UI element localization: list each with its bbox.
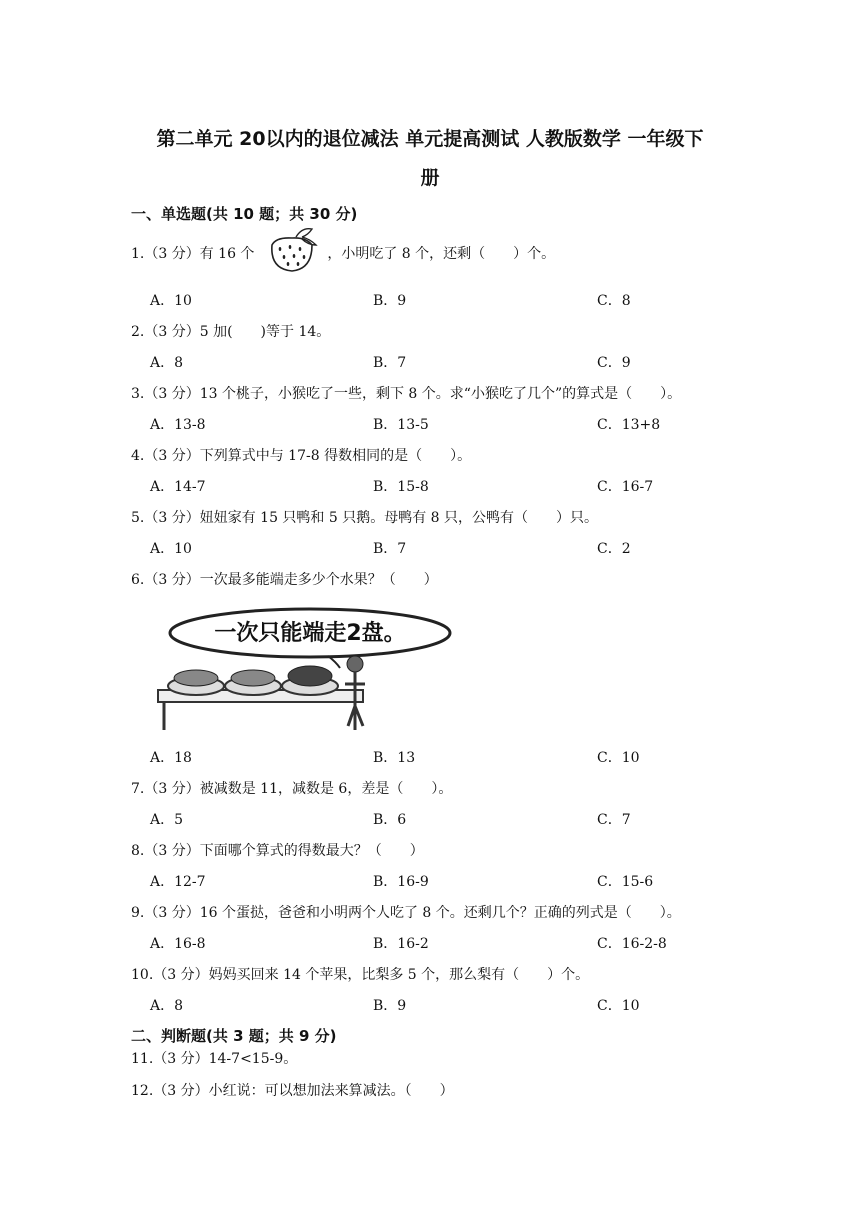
q3-option-c[interactable]: C．13+8 bbox=[597, 417, 661, 433]
q8-option-a[interactable]: A．12-7 bbox=[150, 874, 206, 890]
page-title-cont: 册 bbox=[420, 167, 440, 189]
q10-option-a[interactable]: A．8 bbox=[150, 998, 184, 1014]
question-1-text-a: 1.（3 分）有 16 个 bbox=[131, 246, 255, 262]
q8-option-c[interactable]: C．15-6 bbox=[597, 874, 654, 890]
q9-option-a[interactable]: A．16-8 bbox=[150, 936, 206, 952]
q7-option-a[interactable]: A．5 bbox=[150, 812, 184, 828]
fruit-plates-illustration bbox=[150, 606, 470, 736]
question-7: 7.（3 分）被减数是 11，减数是 6，差是（ ）。 bbox=[131, 781, 453, 797]
question-10: 10.（3 分）妈妈买回来 14 个苹果，比梨多 5 个，那么梨有（ ）个。 bbox=[131, 967, 590, 983]
section-heading-true-false: 二、判断题(共 3 题；共 9 分) bbox=[131, 1027, 337, 1045]
question-12: 12.（3 分）小红说：可以想加法来算减法。（ ） bbox=[131, 1083, 454, 1099]
section-heading-single-choice: 一、单选题(共 10 题；共 30 分) bbox=[131, 205, 358, 223]
question-4: 4.（3 分）下列算式中与 17-8 得数相同的是（ ）。 bbox=[131, 448, 472, 464]
question-2: 2.（3 分）5 加( )等于 14。 bbox=[131, 324, 331, 340]
q6-option-a[interactable]: A．18 bbox=[150, 750, 192, 766]
question-1-text-b: ，小明吃了 8 个，还剩（ ）个。 bbox=[327, 246, 556, 262]
q3-option-a[interactable]: A．13-8 bbox=[150, 417, 206, 433]
q9-option-b[interactable]: B．16-2 bbox=[373, 936, 429, 952]
q1-option-c[interactable]: C．8 bbox=[597, 293, 631, 309]
question-1 bbox=[131, 243, 555, 263]
question-5: 5.（3 分）妞妞家有 15 只鸭和 5 只鹅。母鸭有 8 只，公鸭有（ ）只。 bbox=[131, 510, 599, 526]
question-8: 8.（3 分）下面哪个算式的得数最大？（ ） bbox=[131, 843, 424, 859]
q7-option-b[interactable]: B．6 bbox=[373, 812, 407, 828]
q4-option-c[interactable]: C．16-7 bbox=[597, 479, 654, 495]
question-3: 3.（3 分）13 个桃子，小猴吃了一些，剩下 8 个。求“小猴吃了几个”的算式是（ ）。 bbox=[131, 386, 682, 402]
q4-option-a[interactable]: A．14-7 bbox=[150, 479, 206, 495]
q1-option-a[interactable]: A．10 bbox=[150, 293, 192, 309]
q9-option-c[interactable]: C．16-2-8 bbox=[597, 936, 667, 952]
q2-option-c[interactable]: C．9 bbox=[597, 355, 631, 371]
q10-option-b[interactable]: B．9 bbox=[373, 998, 407, 1014]
q6-option-b[interactable]: B．13 bbox=[373, 750, 416, 766]
question-6: 6.（3 分）一次最多能端走多少个水果？（ ） bbox=[131, 572, 438, 588]
question-9: 9.（3 分）16 个蛋挞，爸爸和小明两个人吃了 8 个。还剩几个？正确的列式是（ ）。 bbox=[131, 905, 681, 921]
q5-option-a[interactable]: A．10 bbox=[150, 541, 192, 557]
speech-bubble-text: 一次只能端走2盘。 bbox=[214, 621, 406, 646]
q5-option-b[interactable]: B．7 bbox=[373, 541, 407, 557]
q10-option-c[interactable]: C．10 bbox=[597, 998, 640, 1014]
q2-option-b[interactable]: B．7 bbox=[373, 355, 407, 371]
q4-option-b[interactable]: B．15-8 bbox=[373, 479, 429, 495]
page-title: 第二单元 20以内的退位减法 单元提高测试 人教版数学 一年级下 bbox=[156, 128, 704, 150]
q7-option-c[interactable]: C．7 bbox=[597, 812, 631, 828]
q2-option-a[interactable]: A．8 bbox=[150, 355, 184, 371]
strawberry-icon bbox=[266, 225, 318, 273]
q1-option-b[interactable]: B．9 bbox=[373, 293, 407, 309]
q8-option-b[interactable]: B．16-9 bbox=[373, 874, 429, 890]
q5-option-c[interactable]: C．2 bbox=[597, 541, 631, 557]
question-11: 11.（3 分）14-7<15-9。 bbox=[131, 1051, 298, 1067]
q6-option-c[interactable]: C．10 bbox=[597, 750, 640, 766]
q3-option-b[interactable]: B．13-5 bbox=[373, 417, 429, 433]
